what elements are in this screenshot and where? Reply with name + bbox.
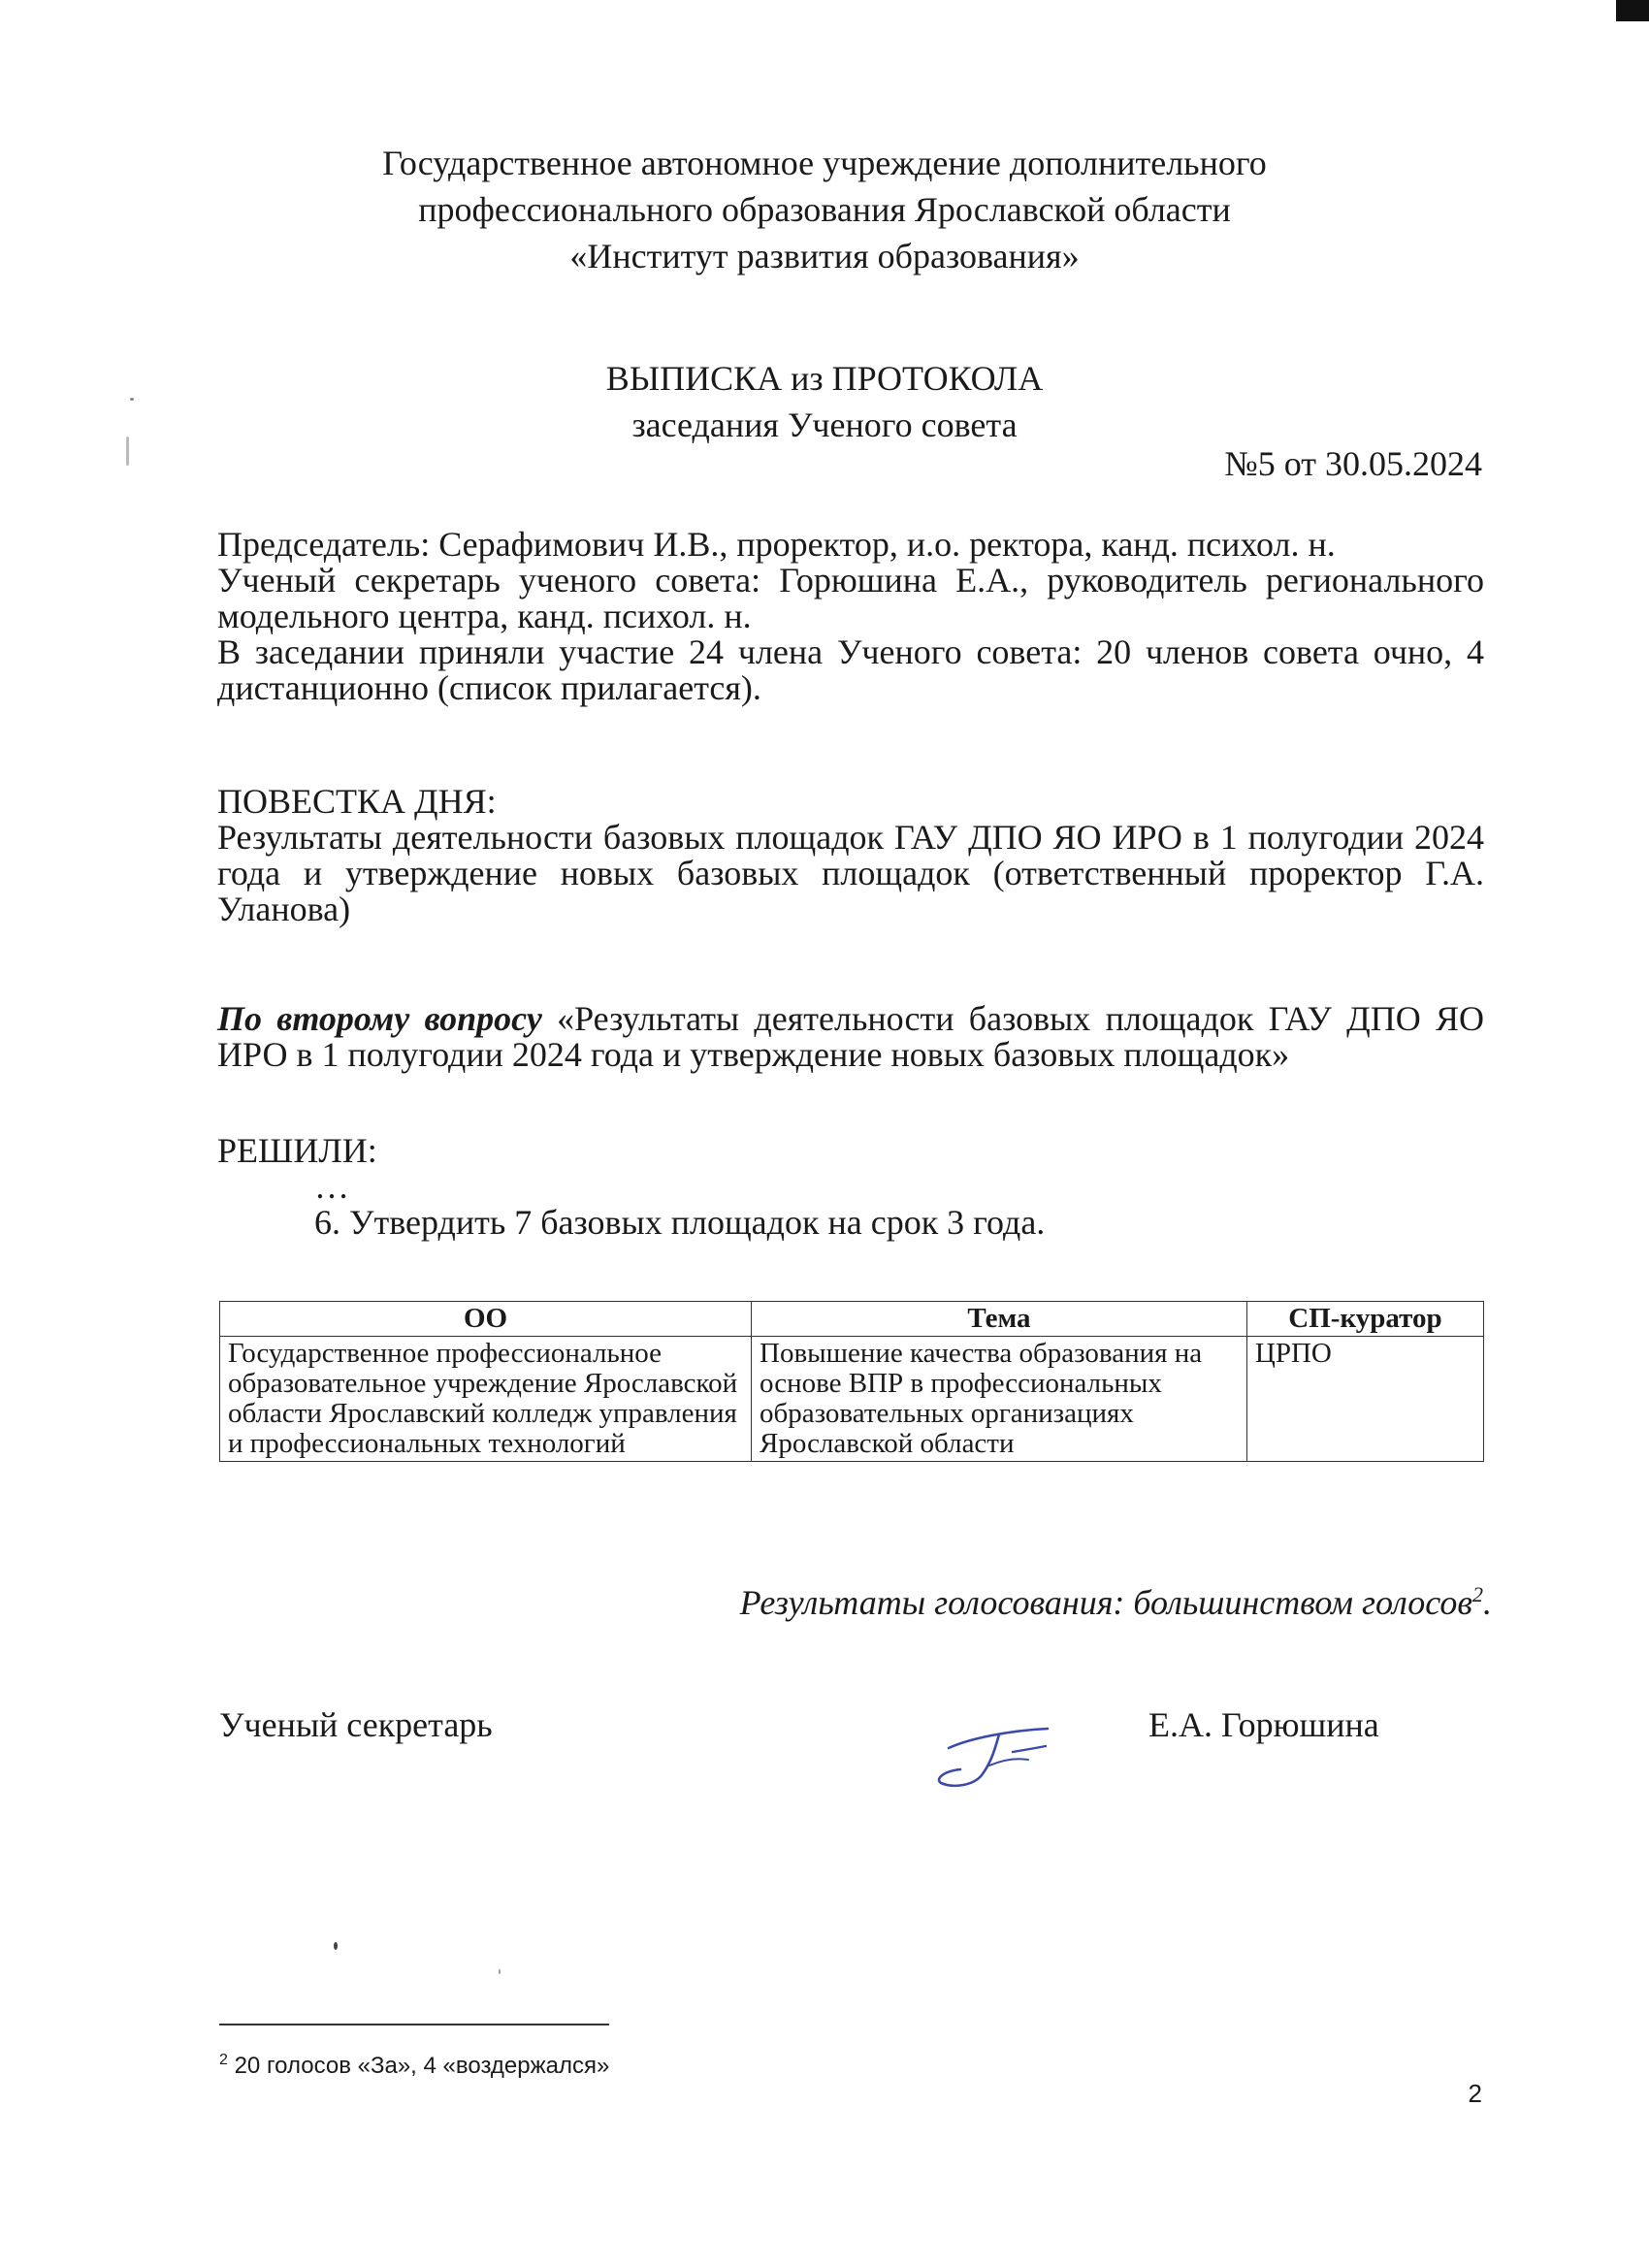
- scan-speck: [499, 1969, 501, 1974]
- secretary-line: Ученый секретарь ученого совета: Горюшина Е.А., руководитель регионального модельного центра, канд. психол. н.: [217, 561, 1484, 635]
- table-row: [220, 1337, 1484, 1462]
- vote-result: [740, 1571, 1492, 1626]
- document-title: [0, 355, 1649, 448]
- handwritten-signature: [931, 1709, 1057, 1797]
- page-number: 2: [1468, 2079, 1482, 2108]
- second-question: [217, 1001, 1484, 1073]
- decision-block: [217, 1133, 1484, 1241]
- footnote-reference: 2: [1472, 1582, 1483, 1606]
- agenda-heading: ПОВЕСТКА ДНЯ:: [217, 782, 497, 821]
- column-header-topic: Тема: [752, 1302, 1247, 1337]
- footnote: [219, 2045, 609, 2082]
- agenda: [217, 784, 1484, 927]
- scan-corner-mark: [1616, 0, 1649, 21]
- agenda-text: Результаты деятельности базовых площадок ГАУ ДПО ЯО ИРО в 1 полугодии 2024 года и утверждение новых базовых площадок (ответственный проректор Г.А. Уланова): [217, 818, 1484, 928]
- decision-heading: РЕШИЛИ:: [217, 1131, 377, 1170]
- table-cell-org: Государственное профессиональное образовательное учреждение Ярославской области Ярославский колледж управления и профессиональных технологий: [220, 1337, 752, 1462]
- decision-ellipsis: …: [314, 1167, 349, 1206]
- sites-table: [219, 1301, 1484, 1462]
- table-cell-curator: ЦРПО: [1246, 1337, 1483, 1462]
- signatory-role: Ученый секретарь: [219, 1705, 493, 1744]
- participants-line: В заседании приняли участие 24 члена Ученого совета: 20 членов совета очно, 4 дистанционно (список прилагается).: [217, 632, 1484, 707]
- subtitle-line: заседания Ученого совета: [631, 405, 1018, 444]
- decision-item: 6. Утвердить 7 базовых площадок на срок 3 года.: [314, 1203, 1046, 1242]
- column-header-curator: СП-куратор: [1246, 1302, 1483, 1337]
- organization-header: [0, 140, 1649, 279]
- title-line: ВЫПИСКА из ПРОТОКОЛА: [605, 359, 1044, 398]
- second-question-text: «Результаты деятельности базовых площадок ГАУ ДПО ЯО ИРО в 1 полугодии 2024 года и утверждение новых базовых площадок»: [217, 999, 1484, 1074]
- footnote-divider: [219, 2024, 609, 2025]
- footnote-text: 20 голосов «За», 4 «воздержался»: [227, 2053, 610, 2079]
- second-question-lead: По второму вопросу: [217, 999, 542, 1038]
- organization-name: «Институт развития образования»: [569, 237, 1080, 275]
- column-header-org: ОО: [220, 1302, 752, 1337]
- protocol-number: №5 от 30.05.2024: [1224, 444, 1482, 483]
- table-header-row: [220, 1302, 1484, 1337]
- vote-text: Результаты голосования: большинством голосов: [739, 1583, 1472, 1622]
- vote-end: .: [1483, 1583, 1492, 1622]
- footnote-mark: 2: [219, 2052, 228, 2068]
- scan-speck: [334, 1942, 338, 1950]
- signatory-name: Е.А. Горюшина: [1148, 1705, 1379, 1744]
- meeting-info: [217, 527, 1484, 706]
- organization-line: профессионального образования Ярославской области: [418, 190, 1231, 229]
- organization-line: Государственное автономное учреждение дополнительного: [382, 144, 1267, 182]
- table-cell-topic: Повышение качества образования на основе ВПР в профессиональных образовательных организациях Ярославской области: [752, 1337, 1247, 1462]
- chairman-line: Председатель: Серафимович И.В., проректор, и.о. ректора, канд. психол. н.: [217, 525, 1336, 564]
